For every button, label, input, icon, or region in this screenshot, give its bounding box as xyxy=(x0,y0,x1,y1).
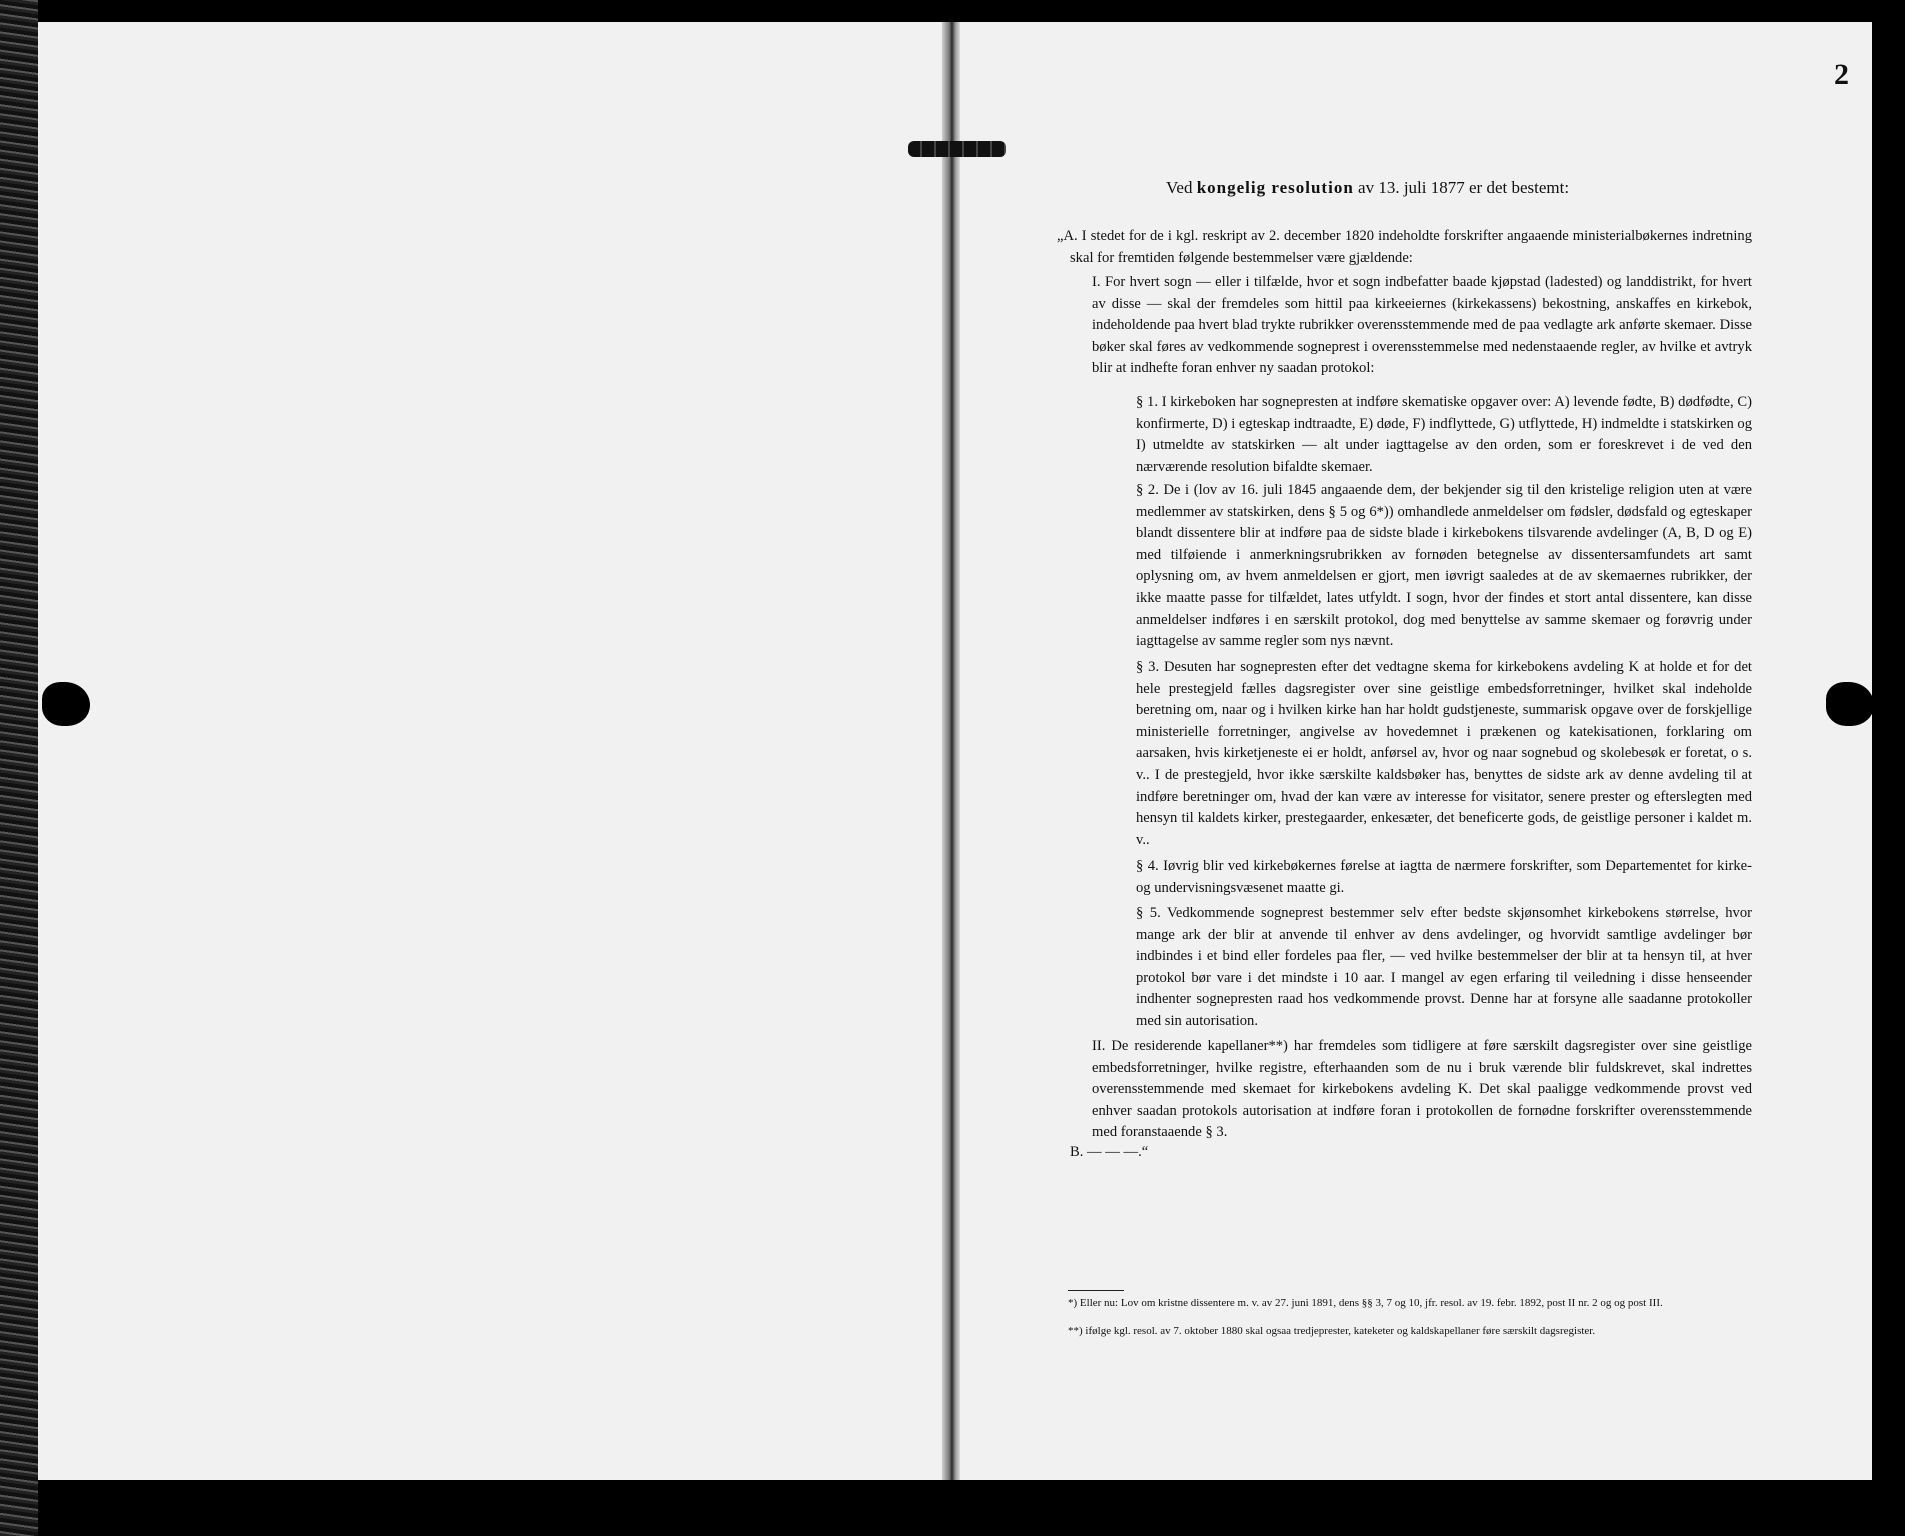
section-a: „A. I stedet for de i kgl. reskript av 2. december 1820 indeholdte forskrifter angaaende ministerialbøkernes indretning skal for fremtiden følgende bestemmelser være gjældende: xyxy=(1057,228,1752,266)
paragraph-1: § 1. I kirkeboken har sognepresten at indføre skematiske opgaver over: A) levende fødte, B) dødfødte, C) konfirmerte, D) i egteskap indtraadte, E) døde, F) indflyttede, G) utflyttede, H) indmeldte i statskirken og I) utmeldte av statskirken — alt under iagttagelse av den orden, som er foreskrevet i de ved den nærværende resolution bifaldte skemaer. xyxy=(1136,394,1753,475)
ornament-icon xyxy=(908,141,1006,157)
binding-clip-icon xyxy=(42,682,90,726)
item-1: I. For hvert sogn — eller i tilfælde, hvor et sogn indbefatter baade kjøpstad (ladested) og landdistrikt, for hvert av disse — skal der fremdeles som hittil paa kirkeeiernes (kirkekassens) bekostning, anskaffes en kirkebok, indeholdende paa hvert blad trykte rubrikker overensstemmende med de paa vedlagte ark anførte skemaer. Disse bøker skal føres av vedkommende sogneprest i overensstemmelse med nedenstaaende regler, av hvilke et avtryk blir at indhefte foran enhver ny saadan protokol: xyxy=(1092,274,1752,377)
paragraph-4: § 4. Iøvrig blir ved kirkebøkernes førelse at iagtta de nærmere forskrifter, som Departementet for kirke- og undervisningsvæsenet maatte gi. xyxy=(1136,858,1752,896)
book-gutter xyxy=(942,22,960,1480)
paragraph-5: § 5. Vedkommende sogneprest bestemmer selv efter bedste skjønsomhet kirkebokens størrelse, hvor mange ark der blir at anvende til enhver av dens avdelinger, og hvorvidt samtlige avdelinger bør indbindes i et bind eller fordeles paa fler, — ved hvilke bestemmelser der blir at ta hensyn til, at hver protokol bør vare i det mindste i 10 aar. I mangel av egen erfaring til veiledning i disse henseender indhenter sognepresten raad hos vedkommende provst. Denne har at forsyne alle saadanne protokoller med sin autorisation. xyxy=(1136,905,1752,1029)
left-page-blank xyxy=(38,22,942,1480)
title-lead: Ved xyxy=(1166,178,1193,197)
footnote-1: *) Eller nu: Lov om kristne dissentere m. v. av 27. juni 1891, dens §§ 3, 7 og 10, jfr. resol. av 19. febr. 1892, post II nr. 2 og og post III. xyxy=(1068,1297,1663,1309)
book-edge xyxy=(0,0,38,1536)
paragraph-3: § 3. Desuten har sognepresten efter det vedtagne skema for kirkebokens avdeling K at holde et for det hele prestegjeld fælles dagsregister over sine geistlige embedsforretninger, hvilket skal indeholde beretning om, naar og i hvilken kirke han har holdt gudstjeneste, summarisk opgave over de forskjellige ministerielle forretninger, angivelse av hovedemnet i prækenen og katekisationen, forklaring om aarsaken, hvis kirketjeneste ei er holdt, anførsel av, hvor og naar sognebud og skolebesøk er foretat, o s. v.. I de prestegjeld, hvor ikke særskilte kaldsbøker has, benyttes de sidste ark av denne avdeling til at indføre beretninger om, hvad der kan være av interesse for visitator, senere prester og efterslegten med hensyn til kaldets kirker, prestegaarder, enkesæter, det beneficerte gods, de geistlige personer i kaldet m. v.. xyxy=(1136,659,1752,848)
section-b: B. — — —.“ xyxy=(1070,1144,1149,1160)
footnote-rule xyxy=(1068,1290,1124,1291)
title-rest: av 13. juli 1877 er det bestemt: xyxy=(1358,178,1570,197)
binding-clip-icon xyxy=(1826,682,1874,726)
paragraph-2: § 2. De i (lov av 16. juli 1845 angaaende dem, der bekjender sig til den kristelige religion uten at være medlemmer av statskirken, dens § 5 og 6*)) omhandlede anmeldelser om fødsler, dødsfald og egteskaper blandt dissentere blir at indføre paa de sidste blade i kirkebokens tilsvarende avdelinger (A, B, D og E) med tilføiende i anmerkningsrubrikken av fornøden betegnelse av dissentersamfundets art samt oplysning om, av hvem anmeldelsen er gjort, men iøvrigt saaledes at de av skemaernes rubrikker, der ikke maatte passe for tilfældet, lates utfyldt. I sogn, hvor der findes et stort antal dissentere, kan disse anmeldelser indføres i en særskilt protokol, dog med benyttelse av samme skemaer og forøvrig under iagttagelse av samme regler som nys nævnt. xyxy=(1136,482,1752,650)
title-emphasis: kongelig resolution xyxy=(1196,178,1354,197)
document-title xyxy=(1166,178,1569,198)
item-2: II. De residerende kapellaner**) har fremdeles som tidligere at føre særskilt dagsregister over sine geistlige embedsforretninger, hvilke registre, efterhaanden som de nu i bruk værende blir fuldskrevet, skal indrettes overensstemmende med skemaet for kirkebokens avdeling K. Det skal paaligge vedkommende provst ved enhver saadan protokols autorisation at indføre foran i protokollen de fornødne forskrifter overensstemmende med foranstaaende § 3. xyxy=(1092,1038,1752,1141)
page-number: 2 xyxy=(1834,58,1849,91)
footnote-2: **) ifølge kgl. resol. av 7. oktober 1880 skal ogsaa tredjeprester, kateketer og kaldskapellaner føre særskilt dagsregister. xyxy=(1068,1325,1596,1337)
